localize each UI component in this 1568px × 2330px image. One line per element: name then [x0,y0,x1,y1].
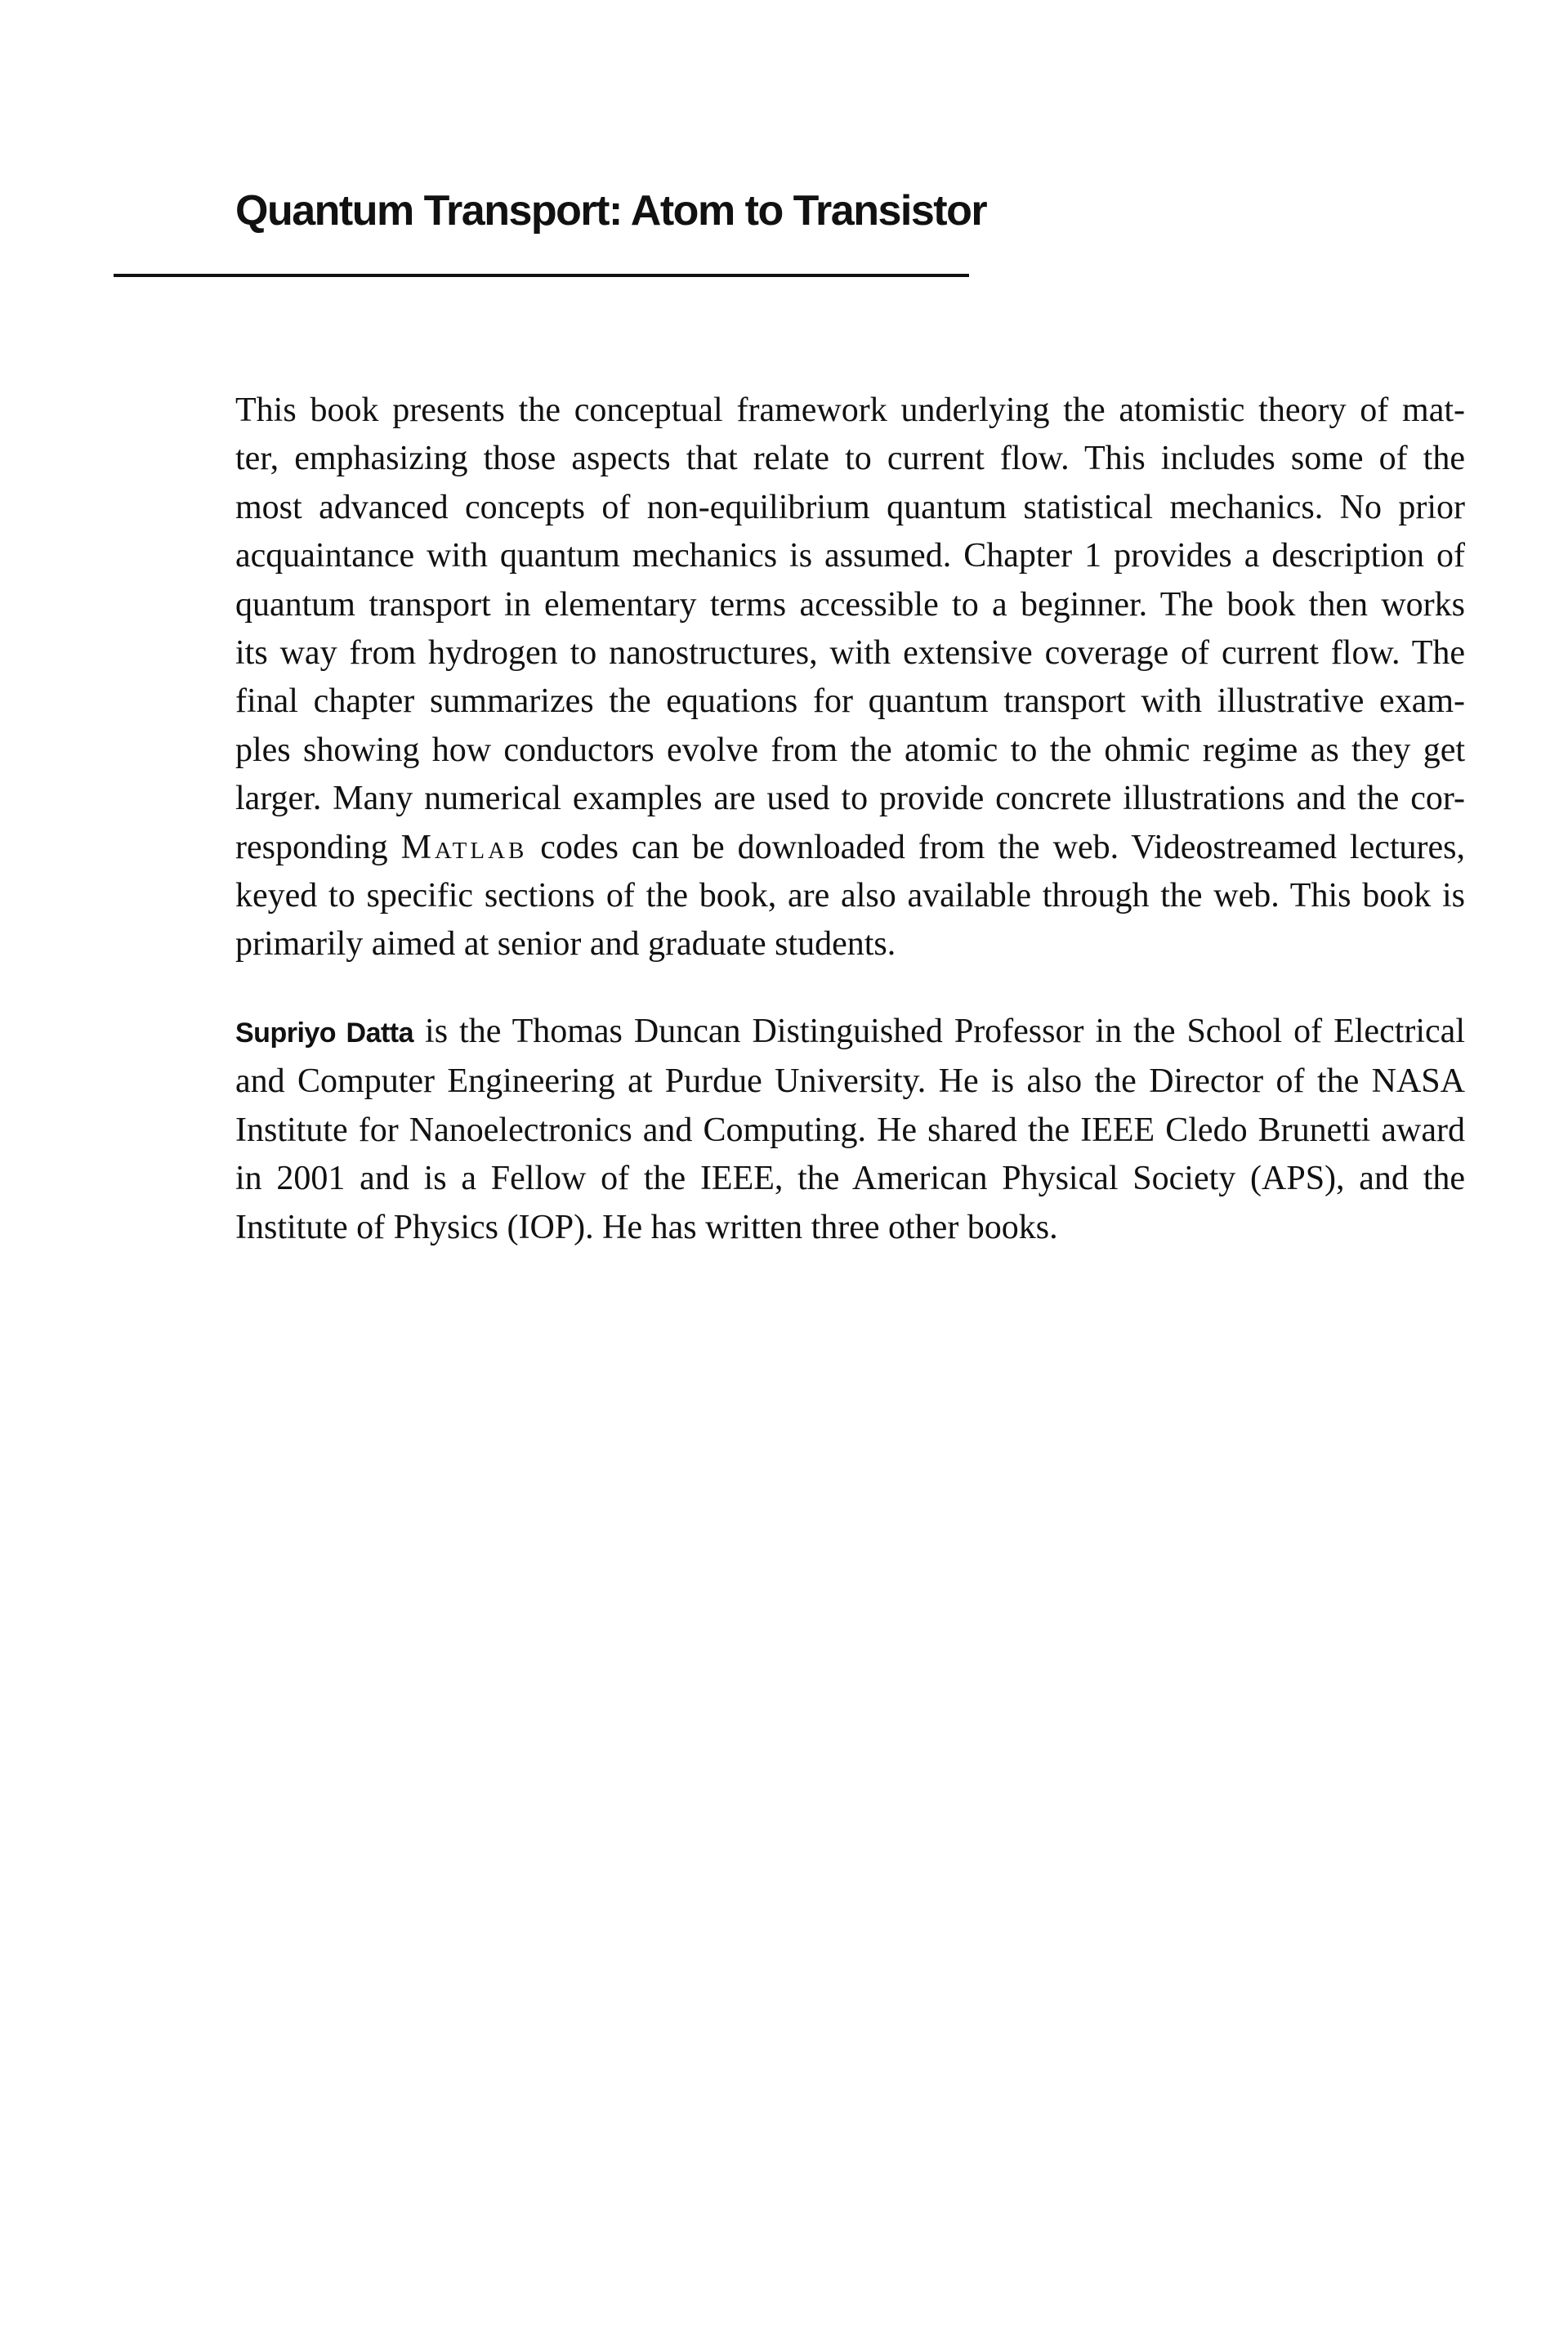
bio-line: and Computer Engineering at Purdue University. He is also the Director of the NASA [235,1062,1465,1101]
book-description [235,387,1465,969]
description-line: ples showing how conductors evolve from the atomic to the ohmic regime as they get [235,731,1465,769]
bio-line: Institute of Physics (IOP). He has written three other books. [235,1208,1058,1246]
description-line: acquaintance with quantum mechanics is assumed. Chapter 1 provides a description of [235,537,1465,575]
description-line: ter, emphasizing those aspects that relate to current flow. This includes some of the [235,440,1465,478]
title-rule [114,274,969,277]
description-line: This book presents the conceptual framework underlying the atomistic theory of mat- [235,391,1465,429]
description-line: keyed to specific sections of the book, are also available through the web. This book is [235,877,1465,915]
bio-first-line-rest: is the Thomas Duncan Distinguished Professor in the School of Electrical [413,1013,1465,1050]
bio-line: Institute for Nanoelectronics and Computing. He shared the IEEE Cledo Brunetti award [235,1111,1465,1149]
author-bio [235,1008,1465,1252]
description-line: final chapter summarizes the equations for quantum transport with illustrative exam- [235,682,1465,721]
description-line: its way from hydrogen to nanostructures, with extensive coverage of current flow. The [235,634,1465,673]
author-name: Supriyo Datta [235,1017,414,1049]
description-line: primarily aimed at senior and graduate students. [235,925,896,964]
matlab-line-after: codes can be downloaded from the web. Videostreamed lectures, [527,828,1465,866]
description-line-matlab [235,824,1465,872]
description-line: larger. Many numerical examples are used to provide concrete illustrations and the cor- [235,780,1465,818]
matlab-line-before: responding [235,828,401,866]
description-line: most advanced concepts of non-equilibrium quantum statistical mechanics. No prior [235,488,1465,526]
bio-first-line [235,1008,1465,1058]
page-title: Quantum Transport: Atom to Transistor [235,187,987,235]
description-line: quantum transport in elementary terms accessible to a beginner. The book then works [235,585,1465,624]
matlab-smallcaps: Matlab [400,828,528,866]
bio-line: in 2001 and is a Fellow of the IEEE, the American Physical Society (APS), and the [235,1160,1465,1198]
